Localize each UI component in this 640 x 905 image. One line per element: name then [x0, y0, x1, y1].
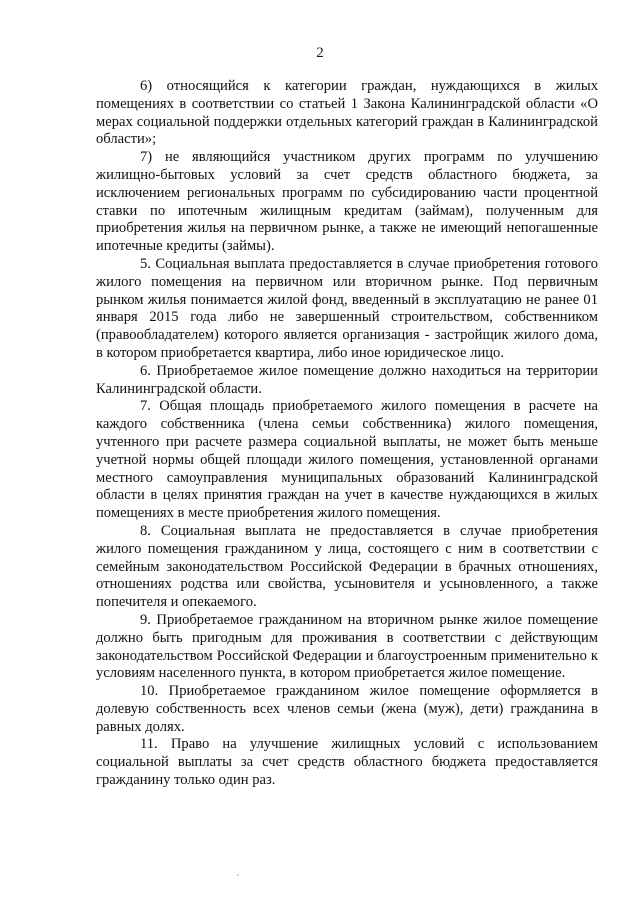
- paragraph-clause-8: 8. Социальная выплата не предоставляется в случае приобретения жилого помещения гражданином у лица, состоящего с ним в соответствии с семейным законодательством Российской Федерации в брачных отношениях, отношениях родства или свойства, усыновителя и усыновленного, а также попечителя и опекаемого.: [96, 522, 598, 611]
- paragraph-clause-6: 6. Приобретаемое жилое помещение должно находиться на территории Калининградской области.: [96, 362, 598, 397]
- paragraph-clause-10: 10. Приобретаемое гражданином жилое помещение оформляется в долевую собственность всех членов семьи (жена (муж), дети) гражданина в равных долях.: [96, 683, 598, 735]
- scan-speck: [237, 874, 239, 876]
- document-body: [96, 78, 598, 790]
- page-number: 2: [316, 45, 324, 61]
- paragraph-clause-7: 7. Общая площадь приобретаемого жилого помещения в расчете на каждого собственника (члена семьи собственника) жилого помещения, учтенного при расчете размера социальной выплаты, не может быть меньше учетной нормы общей площади жилого помещения, установленной органами местного самоуправления муниципальных образований Калининградской области в целях принятия граждан на учет в качестве нуждающихся в жилых помещениях в месте приобретения жилого помещения.: [96, 398, 598, 522]
- paragraph-clause-9: 9. Приобретаемое гражданином на вторичном рынке жилое помещение должно быть пригодным для проживания в соответствии с действующим законодательством Российской Федерации и благоустроенным применительно к условиям населенного пункта, в котором приобретается жилое помещение.: [96, 611, 598, 682]
- paragraph-item-7: 7) не являющийся участником других программ по улучшению жилищно-бытовых условий за счет средств областного бюджета, за исключением региональных программ по субсидированию части процентной ставки по ипотечным жилищным кредитам (займам), полученным для приобретения жилья на первичном рынке, а также не имеющий непогашенные ипотечные кредиты (займы).: [96, 149, 598, 255]
- paragraph-clause-5: 5. Социальная выплата предоставляется в случае приобретения готового жилого помещения на первичном или вторичном рынке. Под первичным рынком жилья понимается жилой фонд, введенный в эксплуатацию не ранее 01 января 2015 года либо не завершенный строительством, собственником (правообладателем) которого является организация - застройщик жилого дома, в котором приобретается квартира, либо иное юридическое лицо.: [96, 255, 598, 361]
- paragraph-item-6: 6) относящийся к категории граждан, нуждающихся в жилых помещениях в соответствии со статьей 1 Закона Калининградской области «О мерах социальной поддержки отдельных категорий граждан в Калининградской области»;: [96, 78, 598, 148]
- paragraph-clause-11: 11. Право на улучшение жилищных условий с использованием социальной выплаты за счет средств областного бюджета предоставляется гражданину только один раз.: [96, 736, 598, 789]
